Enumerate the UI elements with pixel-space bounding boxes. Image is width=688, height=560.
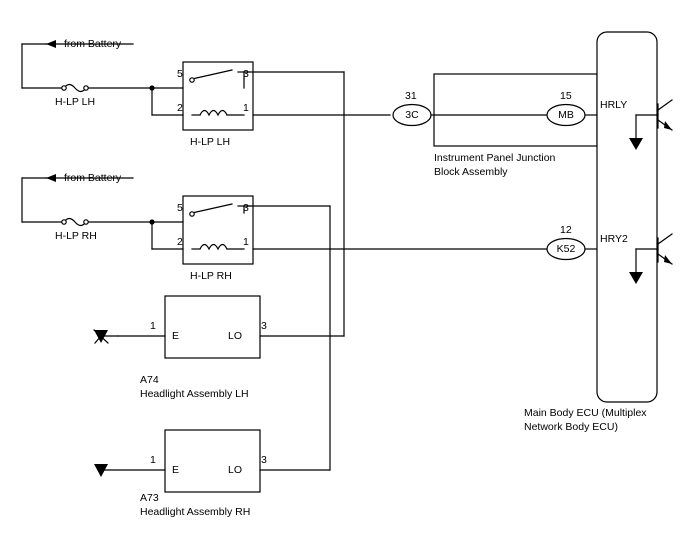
headlight-lh-pin3-number: 3 — [261, 320, 267, 332]
fuse-rh-node-left — [62, 220, 66, 224]
relay-rh-pivot — [190, 212, 194, 216]
relay-rh-terminal-2: 2 — [177, 236, 183, 248]
battery-source-lh-label: from Battery — [64, 38, 122, 50]
relay-lh-terminal-3: 3 — [243, 68, 249, 80]
connector-3c-label: 3C — [405, 109, 419, 121]
headlight-lh-lo-label: LO — [228, 330, 243, 342]
ecu-name-line1: Main Body ECU (Multiplex — [524, 407, 647, 419]
ecu-hry2-arrow — [664, 255, 672, 264]
connector-k52-label: K52 — [556, 243, 576, 255]
connector-mb-label: MB — [558, 109, 574, 121]
fuse-rh-node-right — [84, 220, 88, 224]
relay-lh-terminal-2: 2 — [177, 102, 183, 114]
junction-dot-lh — [149, 85, 154, 90]
relay-rh-terminal-5: 5 — [177, 202, 183, 214]
headlight-lh-box — [165, 296, 260, 358]
arrow-battery-rh — [46, 174, 56, 182]
relay-rh-name: H-LP RH — [190, 270, 232, 282]
ecu-terminal-hry2-label: HRY2 — [600, 233, 628, 245]
relay-lh-pivot — [190, 78, 194, 82]
junction-dot-rh — [149, 219, 154, 224]
junction-block-pin-15: 15 — [560, 90, 572, 102]
headlight-rh-code: A73 — [140, 492, 159, 504]
ecu-hrly-collector — [658, 100, 672, 110]
headlight-rh-pin1-label: E — [172, 464, 180, 476]
junction-block-name-line2: Block Assembly — [434, 166, 508, 178]
relay-lh-terminal-1: 1 — [243, 102, 249, 114]
fuse-symbol-rh — [64, 219, 86, 226]
headlight-rh-name: Headlight Assembly RH — [140, 506, 251, 518]
ecu-box — [597, 32, 657, 402]
headlight-rh-lo-label: LO — [228, 464, 243, 476]
headlight-rh-pin1-number: 1 — [150, 454, 156, 466]
connector-k52-pin: 12 — [560, 224, 572, 236]
headlight-lh-code: A74 — [140, 374, 159, 386]
relay-rh-terminal-1: 1 — [243, 236, 249, 248]
fuse-lh-label: H-LP LH — [55, 96, 96, 108]
fuse-rh-label: H-LP RH — [55, 230, 97, 242]
headlight-rh-pin3-number: 3 — [261, 454, 267, 466]
arrow-battery-lh — [46, 40, 56, 48]
fuse-symbol-lh — [64, 85, 86, 92]
relay-lh-name: H-LP LH — [190, 136, 231, 148]
headlight-lh-pin1-label: E — [172, 330, 180, 342]
headlight-rh-box — [165, 430, 260, 492]
relay-rh-terminal-3: 3 — [243, 202, 249, 214]
ecu-terminal-hrly-label: HRLY — [600, 99, 628, 111]
headlight-lh-pin1-number: 1 — [150, 320, 156, 332]
fuse-lh-node-left — [62, 86, 66, 90]
junction-block-name-line1: Instrument Panel Junction — [434, 152, 556, 164]
ecu-hry2-collector — [658, 234, 672, 244]
ecu-hrly-arrow — [664, 121, 672, 130]
headlight-lh-name: Headlight Assembly LH — [140, 388, 249, 400]
relay-lh-terminal-5: 5 — [177, 68, 183, 80]
ecu-name-line2: Network Body ECU) — [524, 421, 618, 433]
junction-block-pin-31: 31 — [405, 90, 417, 102]
battery-source-rh-label: from Battery — [64, 172, 122, 184]
fuse-lh-node-right — [84, 86, 88, 90]
